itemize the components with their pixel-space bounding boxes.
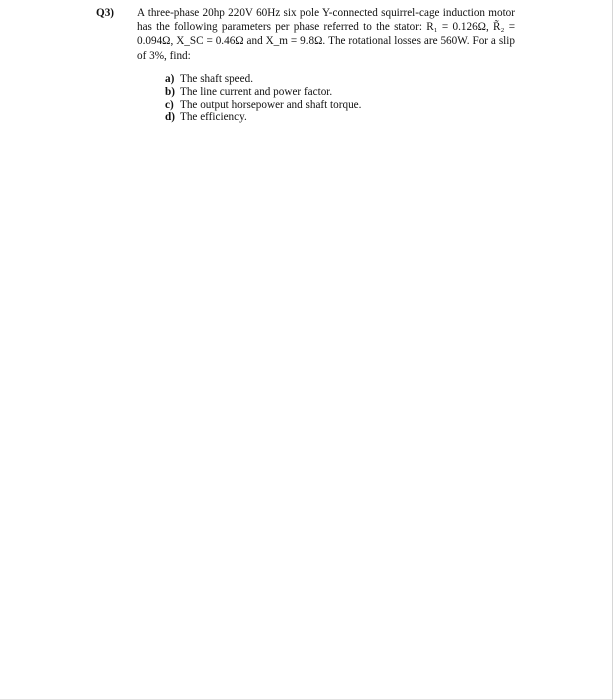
list-item xyxy=(165,99,361,112)
part-label: c) xyxy=(165,98,174,111)
question-parts-list xyxy=(165,73,361,124)
list-item xyxy=(165,86,361,99)
part-text: The efficiency. xyxy=(180,111,247,124)
part-label: b) xyxy=(165,85,175,98)
question-text: A three-phase 20hp 220V 60Hz six pole Y-connected squirrel-cage induction motor has the following parameters per phase referred to the stator: R₁ = 0.126Ω, R̃₂ = 0.094Ω, X_SC = 0.46Ω and X_m = 9.8Ω. The rotational losses are 560W. For a slip of 3%, find: xyxy=(137,7,515,62)
part-text: The output horsepower and shaft torque. xyxy=(180,98,362,111)
part-text: The line current and power factor. xyxy=(180,85,333,98)
list-item xyxy=(165,111,361,124)
part-text: The shaft speed. xyxy=(180,73,254,85)
question-number: Q3) xyxy=(96,7,115,19)
part-label: d) xyxy=(165,111,175,124)
list-item xyxy=(165,73,361,86)
part-label: a) xyxy=(165,73,175,85)
